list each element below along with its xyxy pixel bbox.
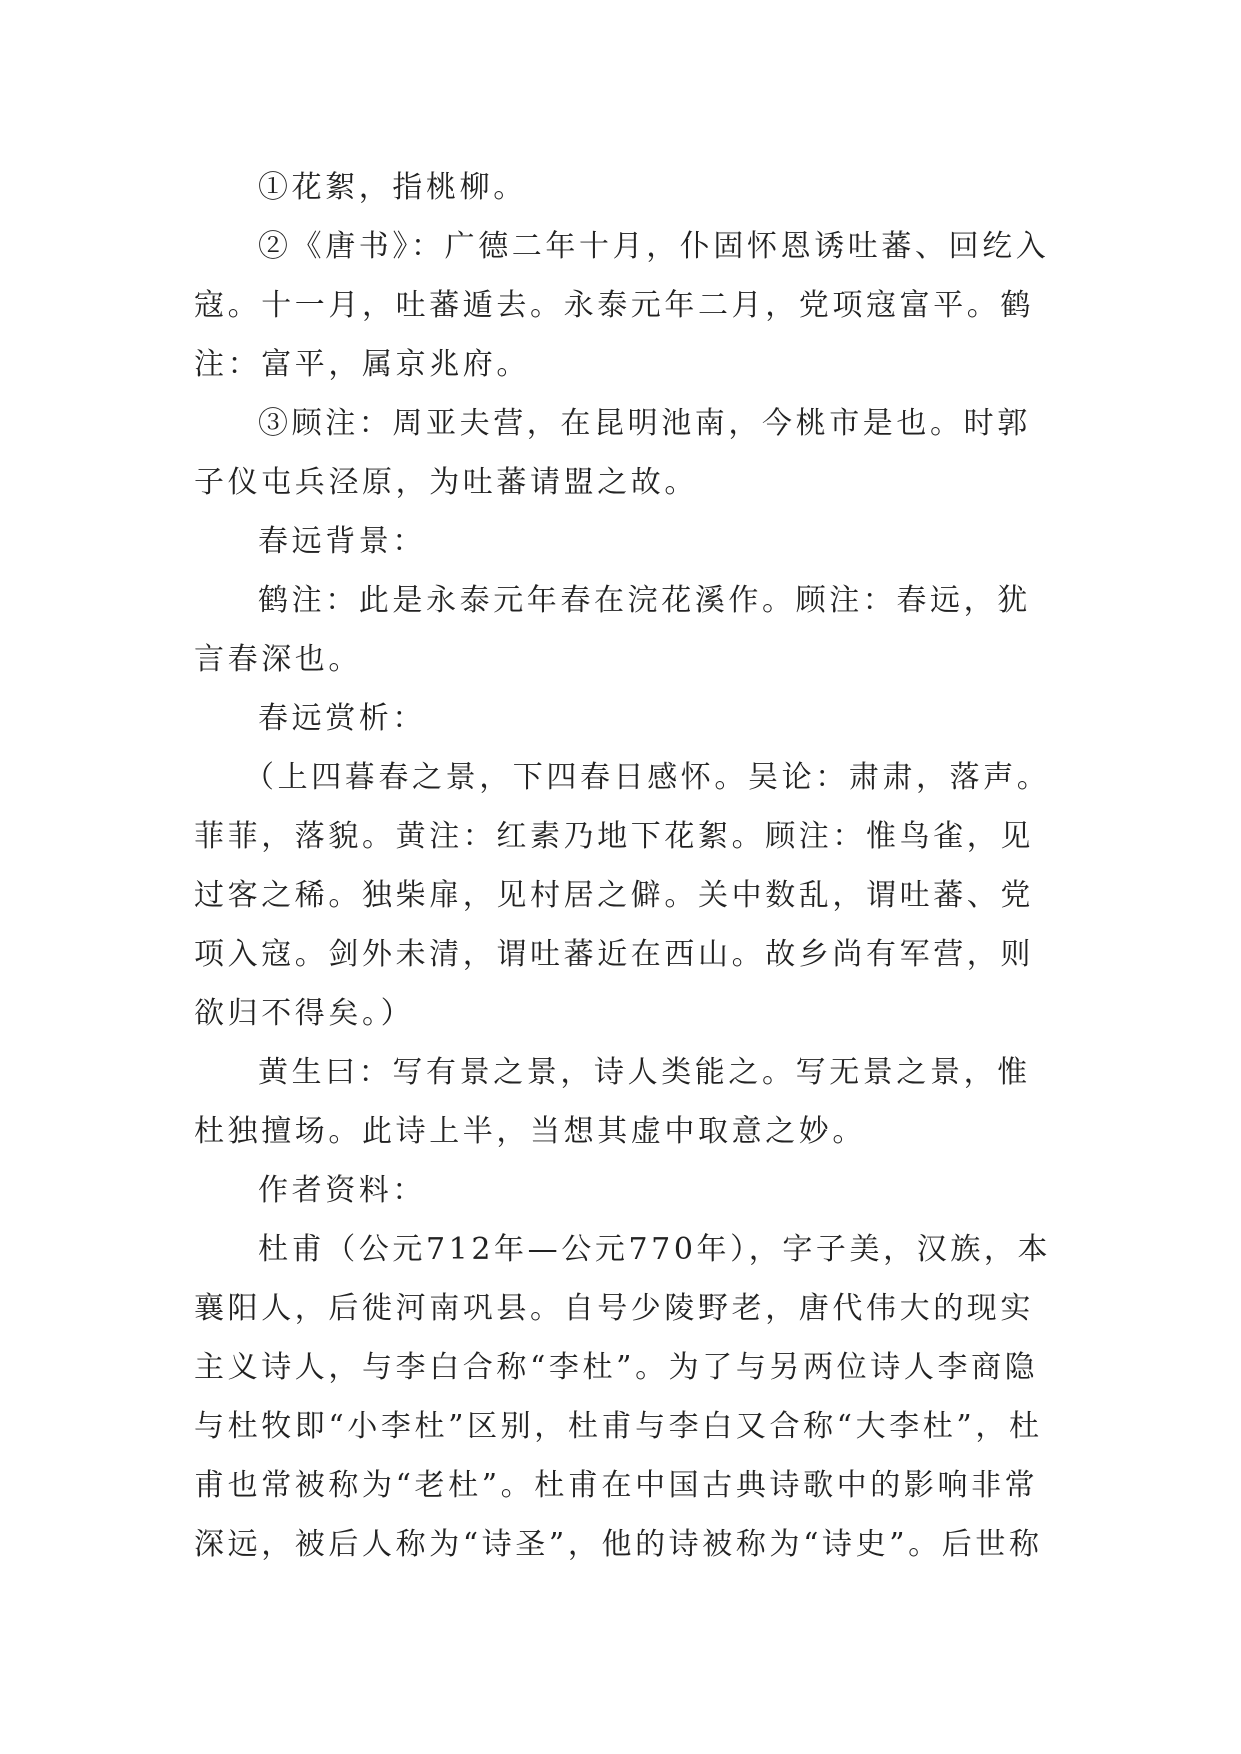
author-heading: 作者资料： — [258, 1173, 426, 1208]
note-2-paragraph: ②《唐书》：广德二年十月，仆固怀恩诱吐蕃、回纥入寇。十一月，吐蕃遁去。永泰元年二月，党项寇富平。鹤注：富平，属京兆府。 — [194, 229, 1050, 382]
background-paragraph: 鹤注：此是永泰元年春在浣花溪作。顾注：春远，犹言春深也。 — [194, 583, 1031, 677]
author-paragraph: 杜甫（公元712年—公元770年），字子美，汉族，本襄阳人，后徙河南巩县。自号少陵野老，唐代伟大的现实主义诗人，与李白合称“李杜”。为了与另两位诗人李商隐与杜牧即“小李杜”区别，杜甫与李白又合称“大李杜”，杜甫也常被称为“老杜”。杜甫在中国古典诗歌中的影响非常深远，被后人称为“诗圣”，他的诗被称为“诗史”。后世称 — [194, 1232, 1052, 1562]
huangsheng-paragraph: 黄生曰：写有景之景，诗人类能之。写无景之景，惟杜独擅场。此诗上半，当想其虚中取意之妙。 — [194, 1055, 1031, 1149]
background-heading: 春远背景： — [258, 524, 426, 559]
body-text — [194, 158, 1054, 1574]
note-1-paragraph: ①花絮，指桃柳。 — [258, 170, 527, 205]
analysis-paragraph: （上四暮春之景，下四春日感怀。吴论：肃肃，落声。菲菲，落貌。黄注：红素乃地下花絮。顾注：惟鸟雀，见过客之稀。独柴扉，见村居之僻。关中数乱，谓吐蕃、党项入寇。剑外未清，谓吐蕃近在西山。故乡尚有军营，则欲归不得矣。） — [194, 760, 1051, 1031]
note-3-paragraph: ③顾注：周亚夫营，在昆明池南，今桃市是也。时郭子仪屯兵泾原，为吐蕃请盟之故。 — [194, 406, 1031, 500]
analysis-heading: 春远赏析： — [258, 701, 426, 736]
